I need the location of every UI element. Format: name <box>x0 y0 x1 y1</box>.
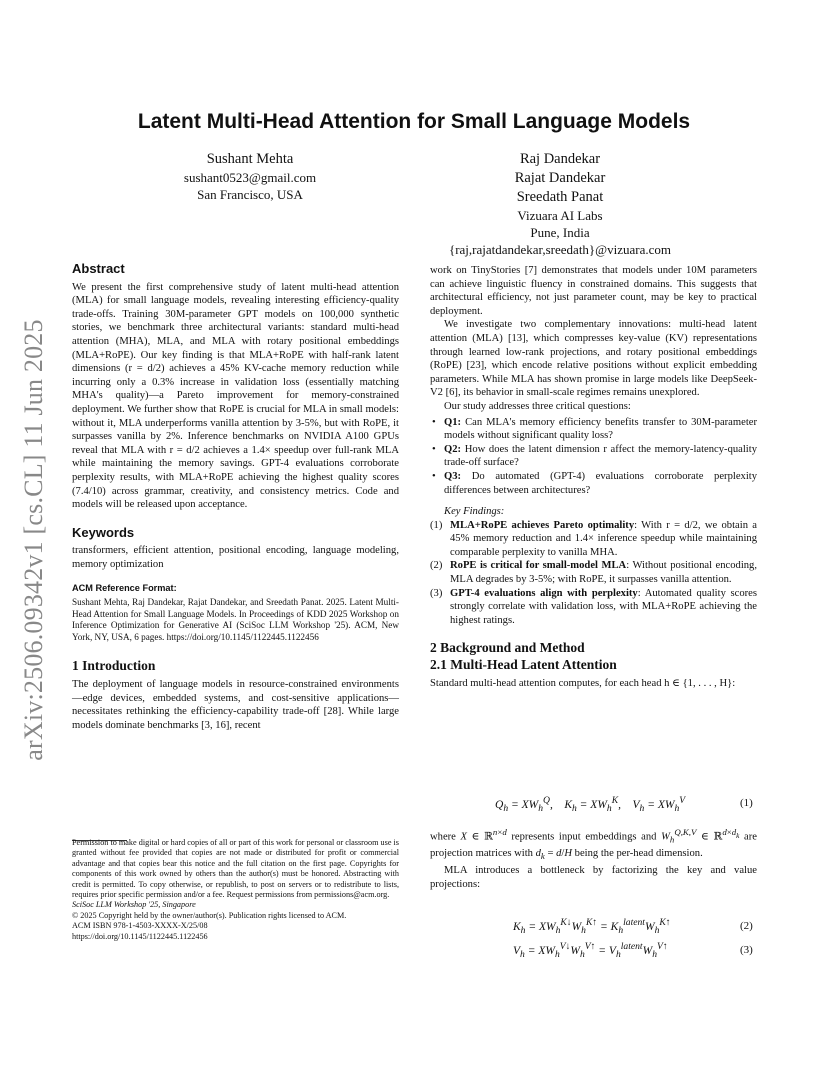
subsection-2-1-heading: 2.1 Multi-Head Latent Attention <box>430 657 617 673</box>
intro-text: The deployment of language models in resource-constrained environments—edge devices, embedded systems, and cost-sensitive applications—necessitates rethinking the efficiency-capability trade-off [28]. While large models dominate benchmarks [3, 16], recent <box>72 679 399 731</box>
author-email: {raj,rajatdandekar,sreedath}@vizuara.com <box>448 242 672 257</box>
author-name: Sushant Mehta <box>206 151 294 167</box>
paragraph: where X ∈ ℝ$^{n\times d}$ represents input embeddings and $W_h^{Q,K,V}$ ∈ ℝ$^{d\times d_k}$ are projection matrices with $d_k = d/H$ being the per-head dimension. <box>430 827 757 862</box>
intro-heading: 1 Introduction <box>72 658 156 674</box>
author-block-2 <box>440 150 680 258</box>
venue-line: SciSoc LLM Workshop '25, Singapore <box>72 900 196 910</box>
author-location: San Francisco, USA <box>197 187 303 202</box>
acm-reference-text: Sushant Mehta, Raj Dandekar, Rajat Dandekar, and Sreedath Panat. 2025. Latent Multi-Head Attention for Small Language Models. In Proceedings of KDD 2025 Workshop on Inference Optimization for Generative AI (SciSoc LLM Workshop '25). ACM, New York, NY, USA, 6 pages. https://doi.org/10.1145/1122445.1122456 <box>72 597 399 642</box>
right-column-lower <box>430 826 757 891</box>
equation-3-number: (3) <box>740 944 753 956</box>
paragraph: Our study addresses three critical questions: <box>444 400 631 412</box>
equation-1: $Q_h = XW_h^Q$, $K_h = XW_h^K$, $V_h = XW_h^V$ <box>495 795 686 815</box>
isbn-line: ACM ISBN 978-1-4503-XXXX-X/25/08 <box>72 921 208 931</box>
author-affiliation: Vizuara AI Labs <box>517 208 603 223</box>
acm-reference-heading: ACM Reference Format: <box>72 583 177 594</box>
finding-item: (1) MLA+RoPE achieves Pareto optimality: With r = d/2, we obtain a 45% memory reduction and 1.4× inference speedup while maintaining comparable perplexity to vanilla MHA. <box>430 519 757 558</box>
author-email: sushant0523@gmail.com <box>183 170 317 185</box>
copyright-line: © 2025 Copyright held by the owner/author(s). Publication rights licensed to ACM. <box>72 910 347 920</box>
left-column <box>72 262 399 732</box>
equation-2: $K_h = XW_h^{K↓}W_h^{K↑} = K_h^{latent}W_h^{K↑}$ <box>513 917 671 937</box>
keywords-heading: Keywords <box>72 524 135 540</box>
keywords-text: transformers, efficient attention, positional encoding, language modeling, memory optimization <box>72 545 399 570</box>
author-name: Rajat Dandekar <box>514 170 606 186</box>
permission-notice: Permission to make digital or hard copies of all or part of this work for personal or classroom use is granted without fee provided that copies are not made or distributed for profit or commercial advantage and that copies bear this notice and the full citation on the first page. Copyrights for components of this work owned by others than the author(s) must be honored. Abstracting with credit is permitted. To copy otherwise, or republish, to post on servers or to redistribute to lists, requires prior specific permission and/or a fee. Request permissions from permissions@acm.org. <box>72 838 399 900</box>
equation-3: $V_h = XW_h^{V↓}W_h^{V↑} = V_h^{latent}W_h^{V↑}$ <box>513 941 668 961</box>
finding-item: (3) GPT-4 evaluations align with perplexity: Automated quality scores strongly correlate with validation loss, with MLA+RoPE achieving the highest ratings. <box>430 587 757 626</box>
section-2-heading: 2 Background and Method <box>430 640 585 656</box>
finding-item: (2) RoPE is critical for small-model MLA: Without positional encoding, MLA degrades by 3-5%; with RoPE, it surpasses vanilla attention. <box>430 560 757 586</box>
author-name: Raj Dandekar <box>519 151 601 167</box>
question-item: • Q3: Do automated (GPT-4) evaluations corroborate perplexity differences between architectures? <box>430 470 757 497</box>
author-name: Sreedath Panat <box>516 189 604 205</box>
abstract-text: We present the first comprehensive study of latent multi-head attention (MLA) for small language models, revealing interesting efficiency-quality trade-offs. Training 30M-parameter GPT models on 100,000 synthetic stories, we benchmark three architectural variants: standard multi-head attention (MHA), MLA, and MLA with rotary positional embeddings (MLA+RoPE). Our key finding is that MLA+RoPE with half-rank latent dimensions (r = d/2) achieves a 45% KV-cache memory reduction while incurring only a 0.3% increase in validation loss (essentially matching MHA's quality)—a Pareto improvement for memory-constrained deployment. We further show that RoPE is crucial for MLA in small models: without it, MLA underperforms vanilla attention by 3-5%, but with RoPE, it surpasses vanilla by 2%. Inference benchmarks on NVIDIA A100 GPUs reveal that MLA with r = d/2 achieves a 1.4× speedup over full-rank MLA while maintaining the memory savings. GPT-4 evaluations corroborate perplexity results, with MLA+RoPE achieving the highest quality scores (7.4/10) across grammar, creativity, and consistency metrics. Code and models will be released upon acceptance. <box>72 281 399 511</box>
arxiv-identifier <box>10 300 58 780</box>
paragraph: Standard multi-head attention computes, for each head h ∈ {1, . . . , H}: <box>430 677 736 689</box>
paragraph: MLA introduces a bottleneck by factorizing the key and value projections: <box>430 864 757 890</box>
findings-list <box>430 519 757 628</box>
paper-title: Latent Multi-Head Attention for Small Language Models <box>137 110 691 133</box>
question-list <box>430 416 757 498</box>
key-findings-heading: Key Findings: <box>444 506 505 518</box>
question-item: • Q2: How does the latent dimension r affect the memory-latency-quality trade-off surface? <box>430 443 757 470</box>
equation-2-number: (2) <box>740 920 753 932</box>
author-block-1 <box>150 150 350 203</box>
paragraph: We investigate two complementary innovations: multi-head latent attention (MLA) [13], which compresses key-value (KV) representations through learned low-rank projections, and rotary positional embeddings (RoPE) [23], which encode relative positions without explicit embedding parameters. While MLA has shown promise in large models like DeepSeek-V2 [6], its behavior in small-scale regimes remains unexplored. <box>430 319 757 399</box>
doi-link[interactable]: https://doi.org/10.1145/1122445.1122456 <box>72 931 208 941</box>
question-item: • Q1: Can MLA's memory efficiency benefits transfer to 30M-parameter models without significant quality loss? <box>430 416 757 443</box>
right-column <box>430 264 757 690</box>
equation-1-number: (1) <box>740 797 753 809</box>
footnote <box>72 838 399 942</box>
arxiv-id-text: arXiv:2506.09342v1 [cs.CL] 11 Jun 2025 <box>19 319 48 761</box>
abstract-heading: Abstract <box>72 261 125 276</box>
author-location: Pune, India <box>530 225 590 240</box>
paragraph: work on TinyStories [7] demonstrates that models under 10M parameters can achieve linguistic fluency in constrained domains. This suggests that architectural efficiency, not just parameter count, may be key to practical deployment. <box>430 265 757 317</box>
